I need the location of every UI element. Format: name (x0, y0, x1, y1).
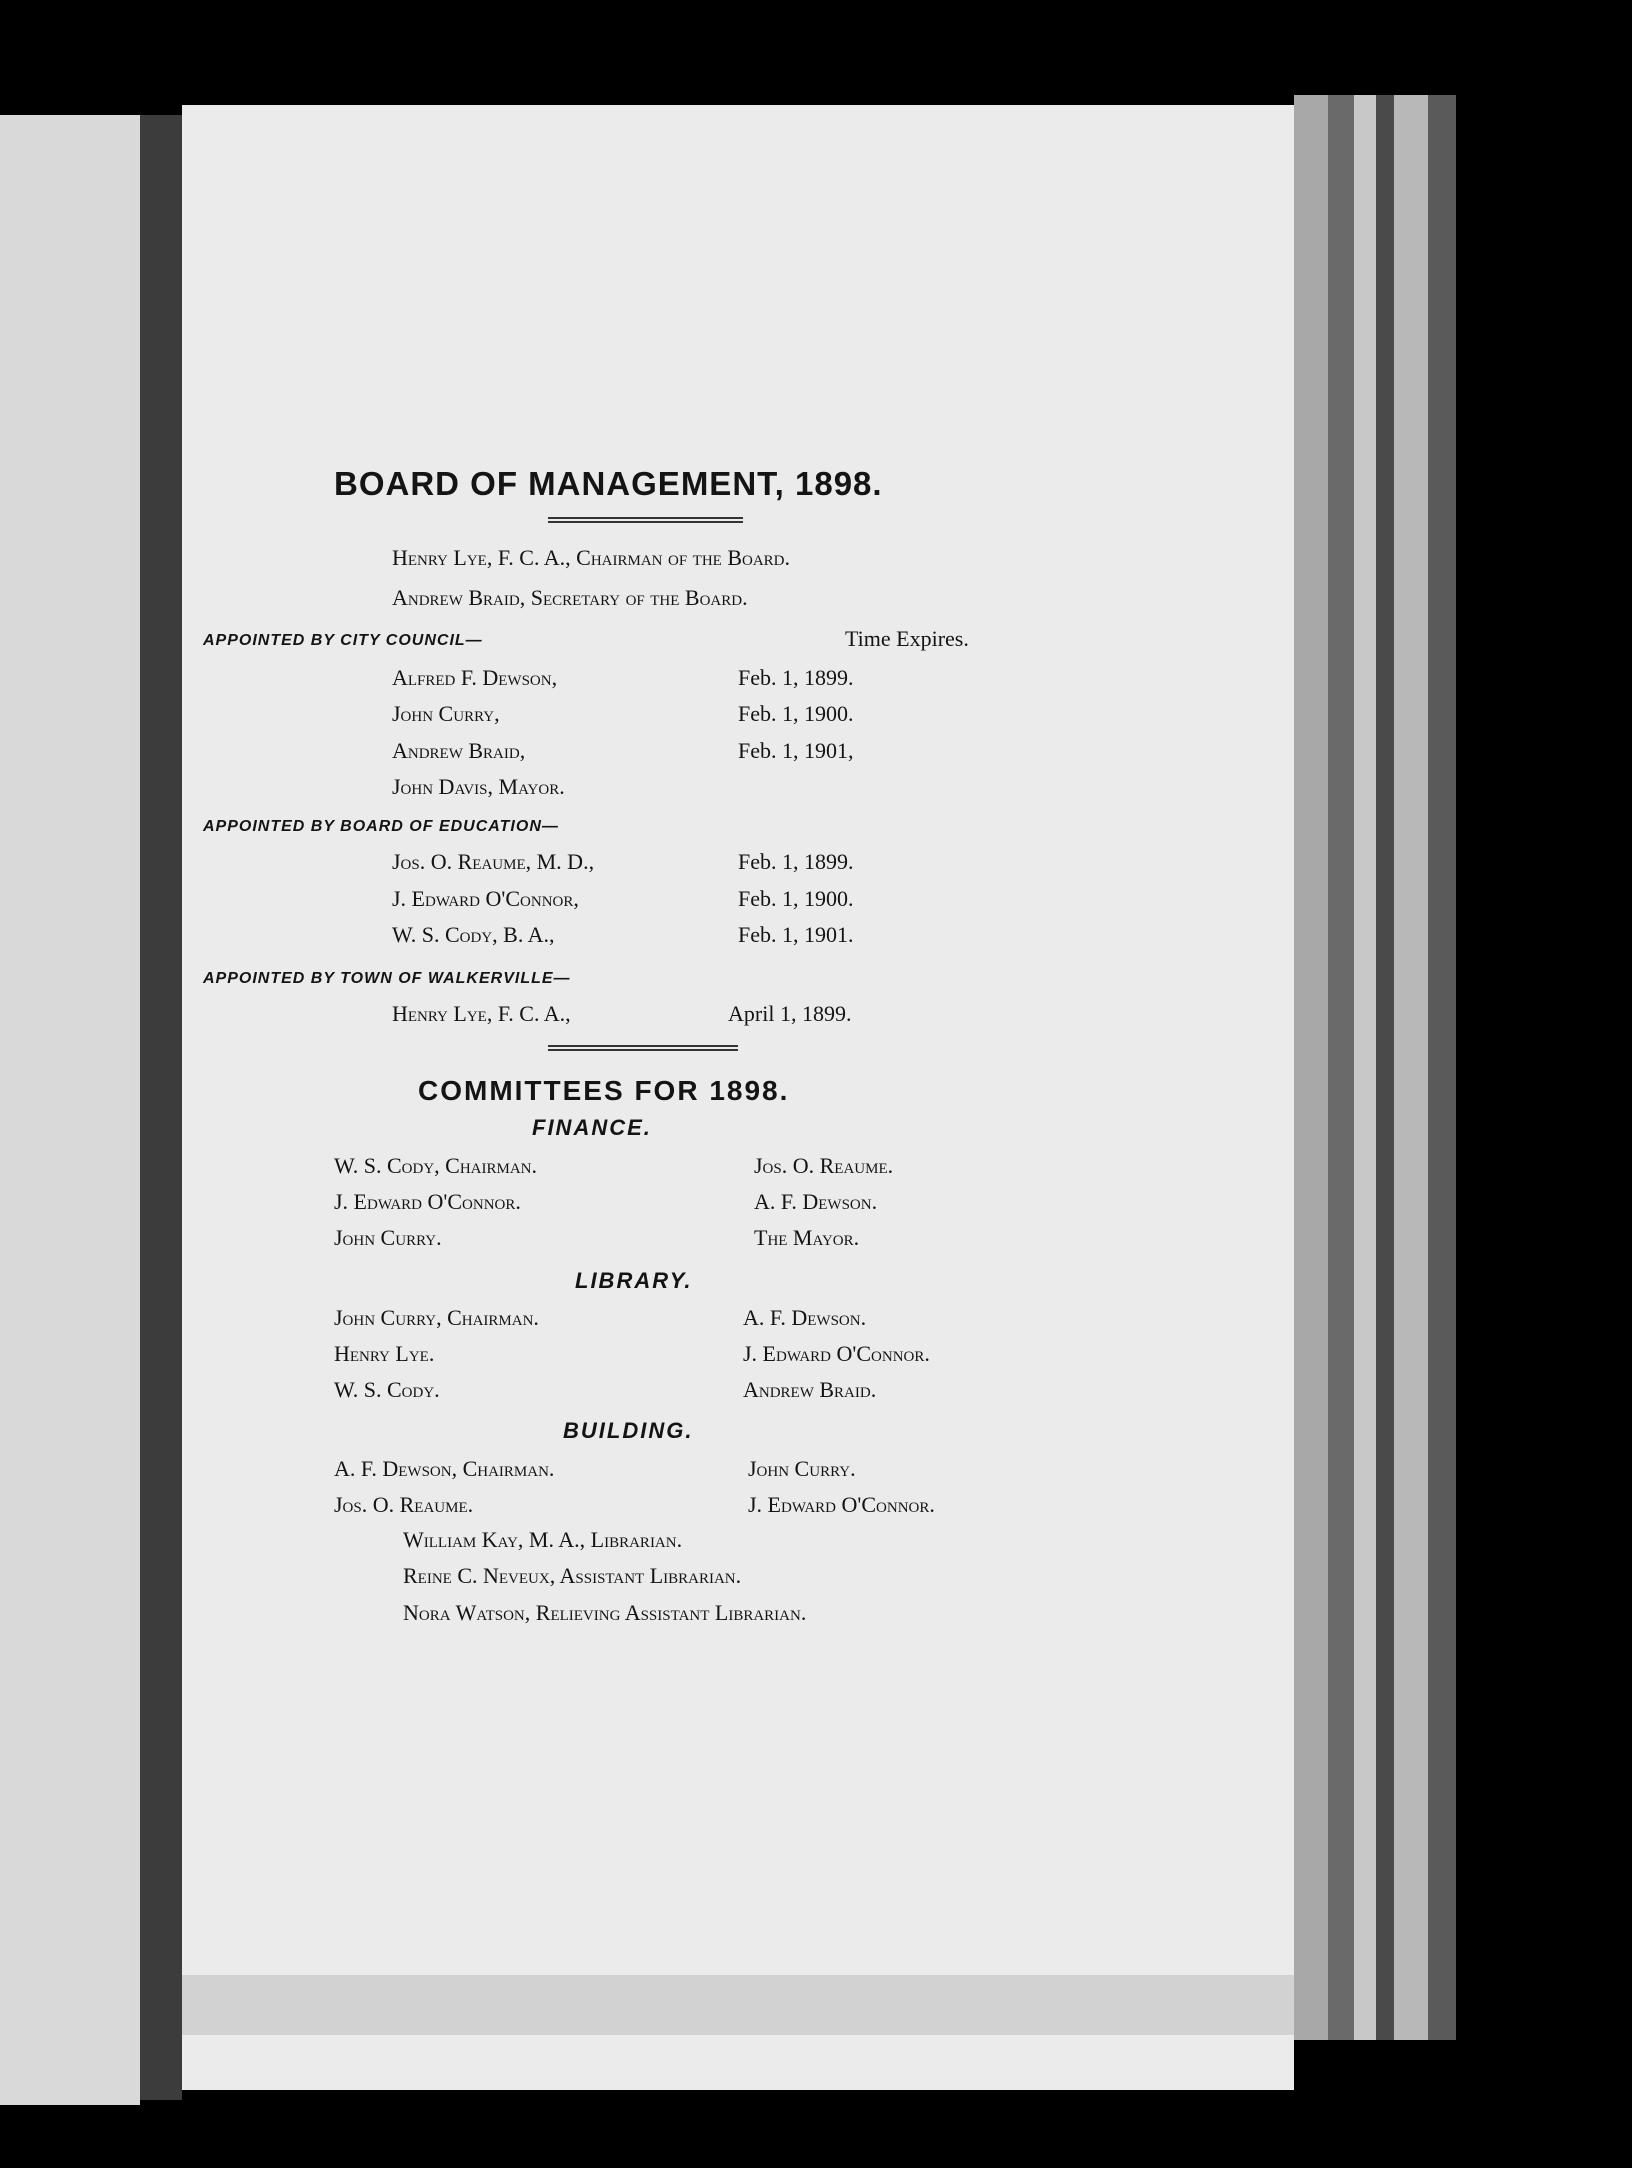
committee-member: J. Edward O'Connor. (334, 1189, 521, 1214)
term-date: Feb. 1, 1899. (738, 665, 854, 690)
committee-member: Jos. O. Reaume. (754, 1153, 894, 1178)
title-divider (548, 517, 743, 523)
committee-member: W. S. Cody. (334, 1377, 440, 1402)
walkerville-label: APPOINTED BY TOWN OF WALKERVILLE— (203, 970, 571, 987)
committee-member: John Curry. (334, 1225, 442, 1250)
city-council-label: APPOINTED BY CITY COUNCIL— (203, 632, 483, 649)
staff-line: William Kay, M. A., Librarian. (403, 1527, 683, 1552)
committee-member: Henry Lye. (334, 1341, 435, 1366)
member-name: Andrew Braid, (392, 738, 526, 763)
term-date: Feb. 1, 1900. (738, 701, 854, 726)
committee-member: A. F. Dewson, Chairman. (334, 1456, 555, 1481)
committee-member: J. Edward O'Connor. (748, 1492, 935, 1517)
term-date: Feb. 1, 1901. (738, 922, 854, 947)
member-name: J. Edward O'Connor, (392, 886, 579, 911)
committee-member: Jos. O. Reaume. (334, 1492, 474, 1517)
board-title: BOARD OF MANAGEMENT, 1898. (334, 465, 883, 502)
member-name: Jos. O. Reaume, M. D., (392, 849, 595, 874)
committee-member: J. Edward O'Connor. (743, 1341, 930, 1366)
committee-member: Andrew Braid. (743, 1377, 877, 1402)
board-of-education-label: APPOINTED BY BOARD OF EDUCATION— (203, 818, 559, 835)
building-heading: BUILDING. (563, 1418, 694, 1443)
committee-member: W. S. Cody, Chairman. (334, 1153, 537, 1178)
committee-member: A. F. Dewson. (743, 1305, 867, 1330)
committee-member: John Curry. (748, 1456, 856, 1481)
committee-member: A. F. Dewson. (754, 1189, 878, 1214)
committees-title: COMMITTEES FOR 1898. (418, 1075, 790, 1106)
term-date: Feb. 1, 1901, (738, 738, 854, 763)
library-heading: LIBRARY. (575, 1268, 693, 1293)
member-name: Alfred F. Dewson, (392, 665, 558, 690)
term-date: Feb. 1, 1900. (738, 886, 854, 911)
member-name: John Davis, Mayor. (392, 774, 565, 799)
section-divider (548, 1045, 738, 1051)
staff-line: Reine C. Neveux, Assistant Librarian. (403, 1563, 742, 1588)
member-name: John Curry, (392, 701, 500, 726)
member-name: W. S. Cody, B. A., (392, 922, 555, 947)
board-secretary: Andrew Braid, Secretary of the Board. (392, 585, 748, 610)
time-expires-header: Time Expires. (845, 626, 969, 651)
committee-member: The Mayor. (754, 1225, 860, 1250)
term-date: April 1, 1899. (728, 1001, 852, 1026)
member-name: Henry Lye, F. C. A., (392, 1001, 571, 1026)
committee-member: John Curry, Chairman. (334, 1305, 539, 1330)
term-date: Feb. 1, 1899. (738, 849, 854, 874)
finance-heading: FINANCE. (532, 1115, 652, 1140)
staff-line: Nora Watson, Relieving Assistant Librarian. (403, 1600, 807, 1625)
board-chairman: Henry Lye, F. C. A., Chairman of the Board. (392, 545, 790, 570)
